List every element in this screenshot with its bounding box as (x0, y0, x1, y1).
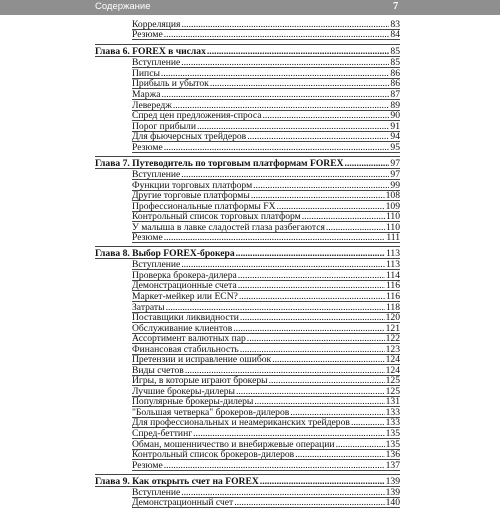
toc-entry-title: Профессиональные платформы FX (132, 201, 276, 212)
toc-entry-page: 91 (390, 121, 400, 132)
toc-entry-page: 140 (385, 497, 400, 508)
toc-row-rule (132, 152, 400, 153)
toc-entry-title: Демонстрационные счета (132, 280, 237, 291)
toc-entry-title: Вступление (132, 57, 181, 68)
toc-entry-title: Левередж (132, 100, 172, 111)
chapter-top-rule (95, 246, 400, 247)
toc-entry-page: 111 (386, 232, 400, 243)
toc-entry-page: 87 (390, 89, 400, 100)
toc-entry-page: 110 (385, 222, 400, 233)
page-number: 7 (393, 1, 399, 12)
toc-entry-page: 122 (385, 333, 400, 344)
toc-entry-title: Резюме (132, 29, 163, 40)
toc-entry-page: 85 (390, 46, 400, 57)
toc-entry-page: 118 (385, 302, 400, 313)
toc-entry-title: Пипсы (132, 68, 160, 79)
running-title: Содержание (95, 1, 151, 12)
toc-entry-title: Маржа (132, 89, 161, 100)
toc-entry-page: 139 (385, 476, 400, 487)
toc-entry-title: Порог прибыли (132, 121, 196, 132)
toc-entry-title: Глава 9. Как открыть счет на FOREX (95, 476, 259, 487)
toc-entry-page: 139 (385, 487, 400, 498)
toc-entry-page: 120 (385, 312, 400, 323)
toc-entry-title: Контрольный список торговых платформ (132, 211, 301, 222)
toc-entry-title: Обслуживание клиентов (132, 323, 233, 334)
toc-entry-title: Затраты (132, 302, 165, 313)
toc-entry-page: 125 (385, 375, 400, 386)
toc-entry-page: 110 (385, 211, 400, 222)
toc-entry-title: Функции торговых платформ (132, 180, 253, 191)
toc-entry-title: Маркет-мейкер или ECN? (132, 291, 238, 302)
toc-entry-title: Для профессиональных и неамериканских трейдеров (132, 417, 350, 428)
toc-entry-title: Демонстрационный счет (132, 497, 234, 508)
toc-entry-page: 121 (385, 323, 400, 334)
chapter-top-rule (95, 44, 400, 45)
toc-entry-page: 109 (385, 201, 400, 212)
toc-entry-title: Претензии и исправление ошибок (132, 354, 272, 365)
toc-entry-title: Виды счетов (132, 365, 184, 376)
toc-entry-title: Ассортимент валютных пар (132, 333, 246, 344)
toc-entry-page: 135 (385, 428, 400, 439)
toc-entry-page: 133 (385, 407, 400, 418)
toc-entry-page: 85 (390, 57, 400, 68)
toc-entry-page: 123 (385, 344, 400, 355)
toc-entry-title: У малыша в лавке сладостей глаза разбегаются (132, 222, 325, 233)
toc-entry-title: Корреляция (132, 19, 181, 30)
chapter-top-rule (95, 474, 400, 475)
toc-entry-title: Контрольный список брокеров-дилеров (132, 449, 295, 460)
toc-entry-page: 137 (385, 460, 400, 471)
chapter-top-rule (95, 156, 400, 157)
toc-entry-page: 95 (390, 142, 400, 153)
toc-entry-title: Игры, в которые играют брокеры (132, 375, 268, 386)
toc-entry-title: Поставщики ликвидности (132, 312, 239, 323)
toc-entry-title: Резюме (132, 232, 163, 243)
toc-entry-page: 133 (385, 417, 400, 428)
toc-entry-title: Спред цен предложения-спроса (132, 110, 262, 121)
toc-entry-title: Обман, мошенничество и внебиржевые операции (132, 439, 335, 450)
toc-entry-page: 124 (385, 365, 400, 376)
toc-entry-page: 116 (385, 291, 400, 302)
toc-entry-title: Другие торговые платформы (132, 190, 250, 201)
toc-entry-title: Глава 7. Путеводитель по торговым платформам FOREX (95, 158, 344, 169)
toc-entry-page: 108 (385, 190, 400, 201)
toc-row-rule (132, 39, 400, 40)
toc-entry-title: "Большая четверка" брокеров-дилеров (132, 407, 290, 418)
toc-entry-page: 86 (390, 68, 400, 79)
toc-entry-page: 125 (385, 386, 400, 397)
toc-entry-title: Популярные брокеры-дилеры (132, 396, 254, 407)
toc-entry-page: 90 (390, 110, 400, 121)
toc-entry-title: Лучшие брокеры-дилеры (132, 386, 235, 397)
toc-entry-page: 116 (385, 280, 400, 291)
toc-entry-title: Глава 8. Выбор FOREX-брокера (95, 248, 235, 259)
toc-entry-page: 113 (385, 248, 400, 259)
toc-entry-page: 113 (385, 259, 400, 270)
toc-entry-title: Резюме (132, 460, 163, 471)
toc-entry-page: 97 (390, 169, 400, 180)
toc-entry-title: Вступление (132, 259, 181, 270)
toc-entry-page: 97 (390, 158, 400, 169)
toc-entry-title: Прибыль и убыток (132, 78, 209, 89)
toc-entry-page: 83 (390, 19, 400, 30)
toc-entry-page: 99 (390, 180, 400, 191)
toc-entry-title: Глава 6. FOREX в числах (95, 46, 206, 57)
toc-entry-title: Проверка брокера-дилера (132, 270, 237, 281)
toc-row-rule (132, 242, 400, 243)
toc-entry-title: Спред-беттинг (132, 428, 193, 439)
toc-entry-page: 136 (385, 449, 400, 460)
toc-entry-page: 114 (385, 270, 400, 281)
toc-entry-page: 135 (385, 439, 400, 450)
toc-entry-title: Вступление (132, 487, 181, 498)
toc-entry-title: Вступление (132, 169, 181, 180)
toc-entry-title: Финансовая стабильность (132, 344, 239, 355)
toc-entry-page: 86 (390, 78, 400, 89)
toc-entry-page: 131 (385, 396, 400, 407)
toc-entry-title: Для фьючерсных трейдеров (132, 131, 247, 142)
toc-entry-title: Резюме (132, 142, 163, 153)
toc-row-rule (132, 470, 400, 471)
toc-entry-page: 89 (390, 100, 400, 111)
toc-entry-page: 94 (390, 131, 400, 142)
toc-entry-page: 84 (390, 29, 400, 40)
toc-entry-page: 124 (385, 354, 400, 365)
